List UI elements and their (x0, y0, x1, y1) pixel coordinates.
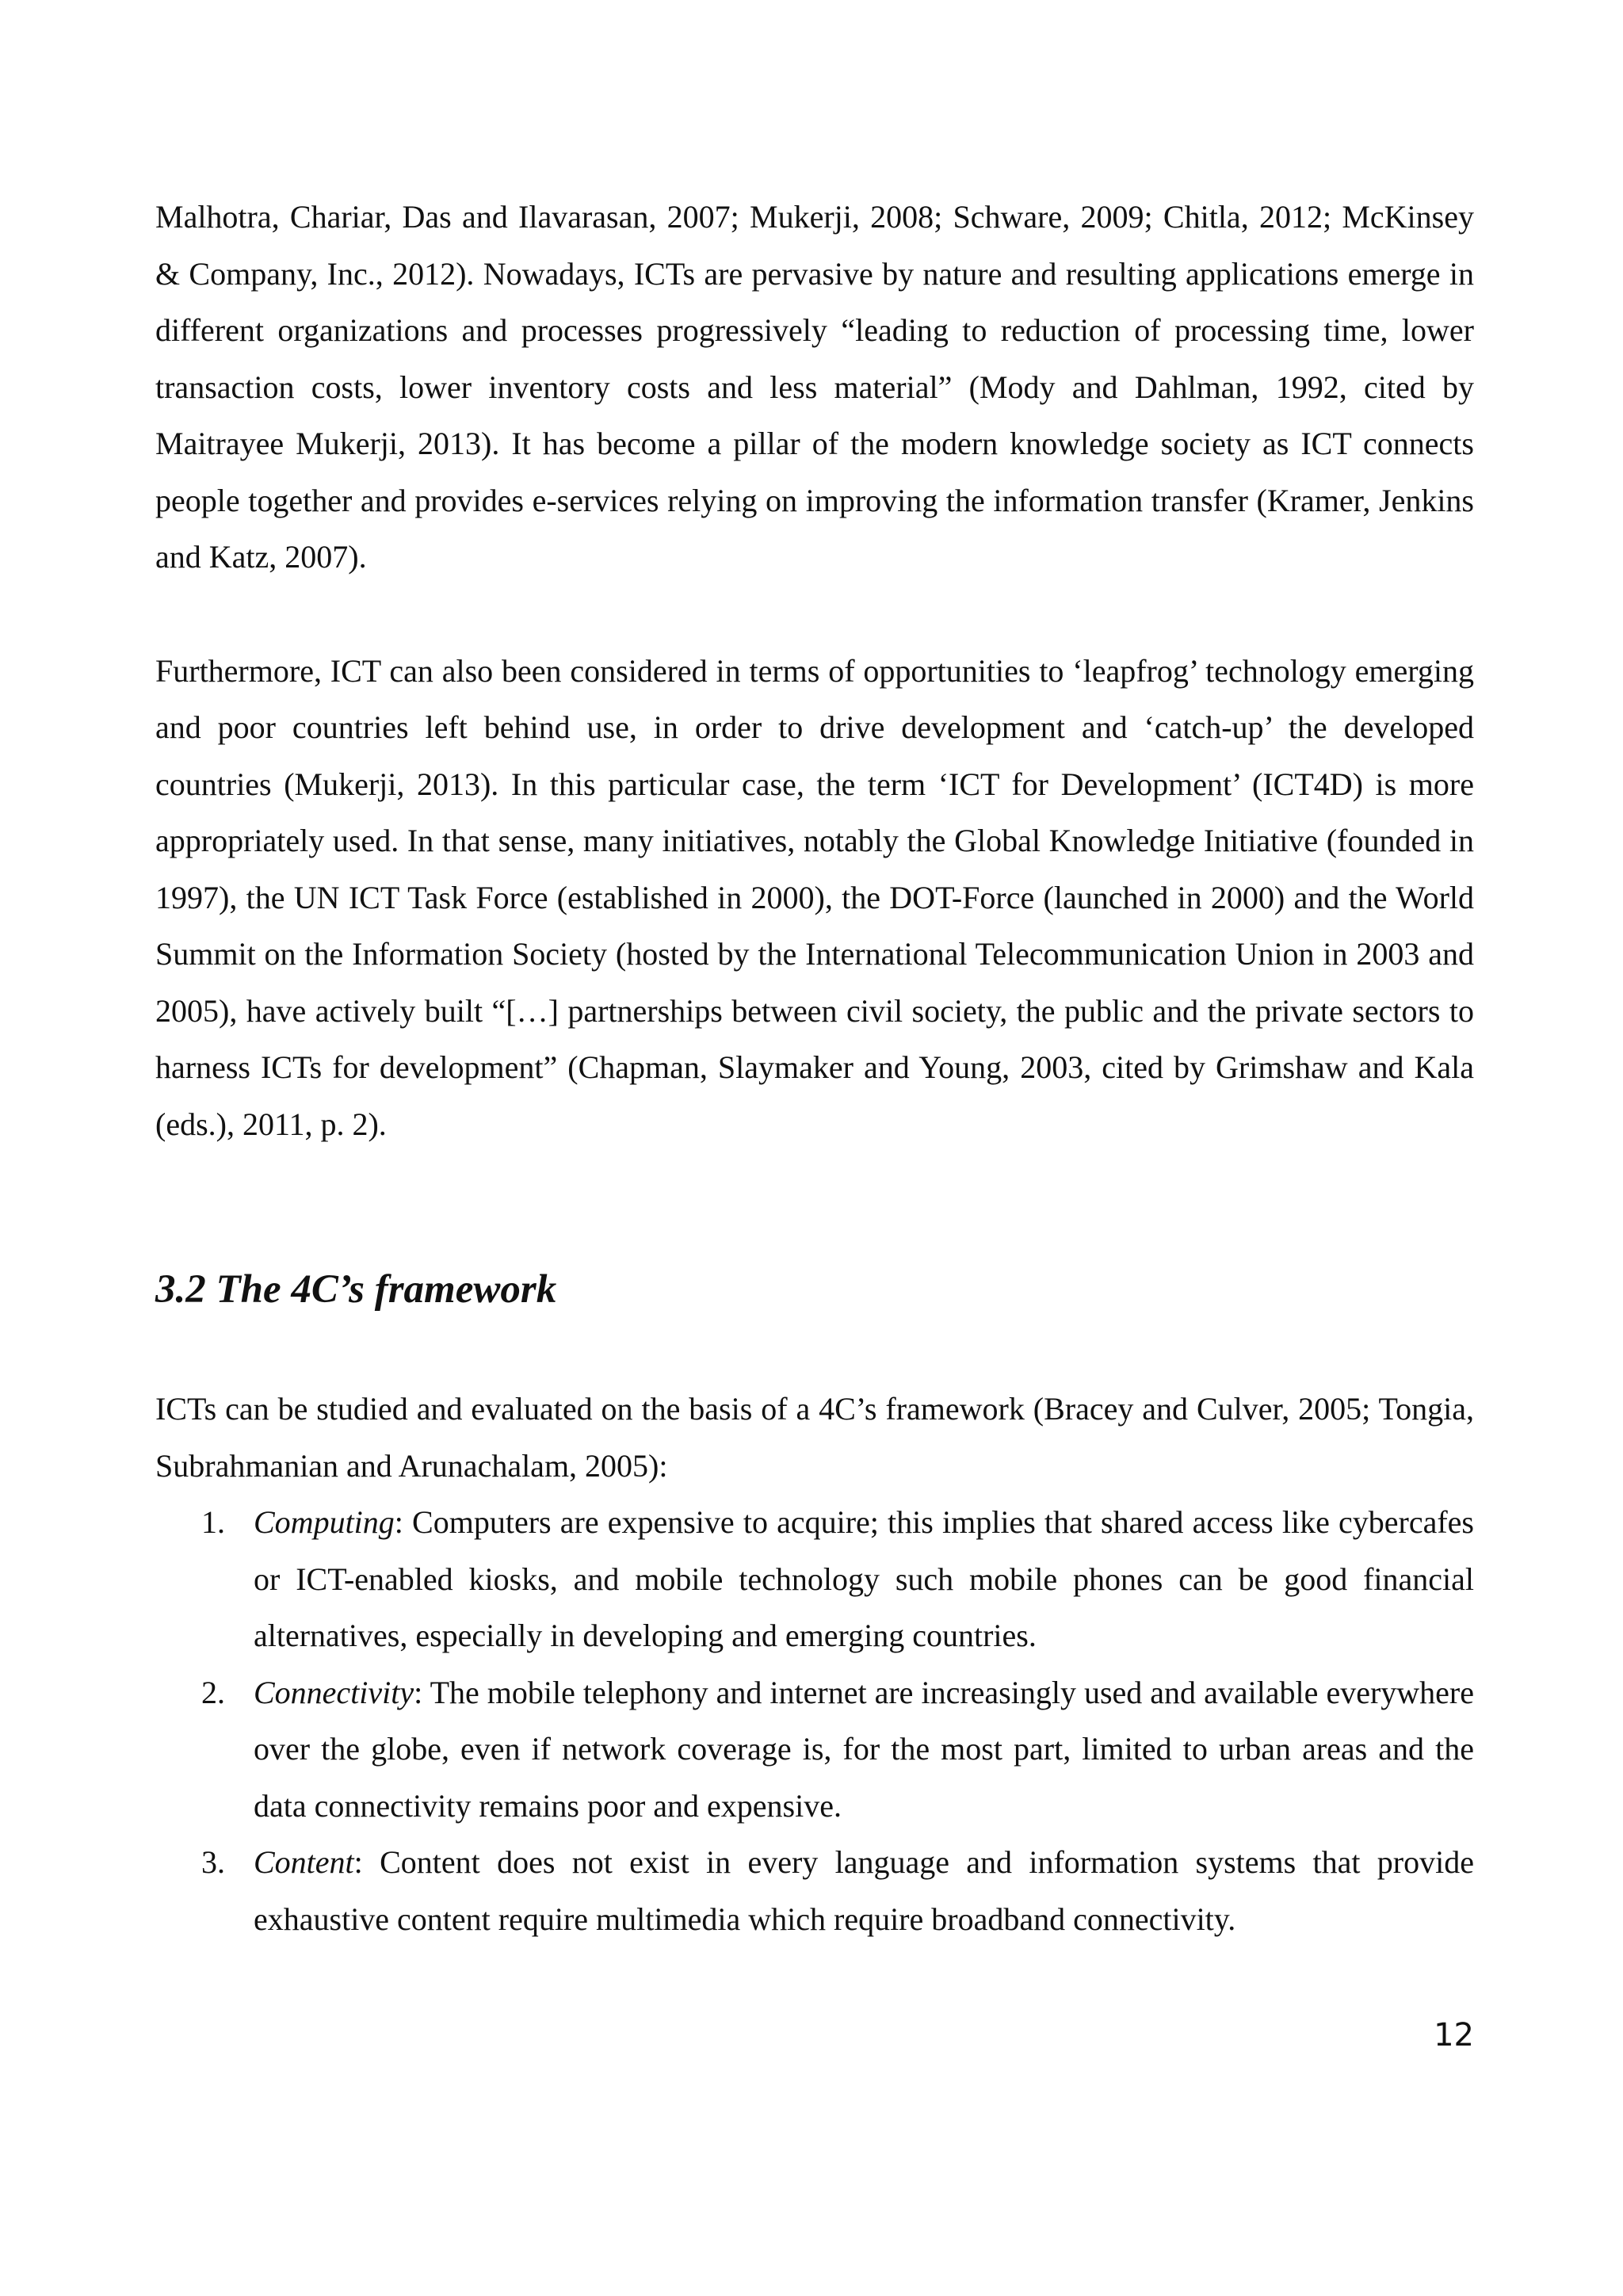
section-heading: 3.2 The 4C’s framework (155, 1267, 557, 1312)
list-item-computing (155, 1494, 1474, 1664)
list-item-content (155, 1834, 1474, 1947)
list-number: 2. (201, 1674, 225, 1710)
page-number: 12 (1434, 2017, 1474, 2053)
framework-list (155, 1494, 1474, 1947)
list-term: Connectivity (254, 1674, 414, 1710)
body-paragraph-3: ICTs can be studied and evaluated on the basis of a 4C’s framework (Bracey and Culver, 2005; Tongia, Subrahmanian and Arunachalam, 2005): (155, 1391, 1474, 1484)
list-term: Content (254, 1844, 354, 1880)
list-number: 3. (201, 1844, 225, 1880)
list-text: : Computers are expensive to acquire; this implies that shared access like cybercafes or ICT-enabled kiosks, and mobile technology such mobile phones can be good financial alternatives, especially in developing and emerging countries. (254, 1504, 1474, 1653)
list-text: : Content does not exist in every language and information systems that provide exhaustive content require multimedia which require broadband connectivity. (254, 1844, 1474, 1937)
document-page (155, 189, 1474, 1947)
body-paragraph-2: Furthermore, ICT can also been considered in terms of opportunities to ‘leapfrog’ technology emerging and poor countries left behind use, in order to drive development and ‘catch-up’ the developed countries (Mukerji, 2013). In this particular case, the term ‘ICT for Development’ (ICT4D) is more appropriately used. In that sense, many initiatives, notably the Global Knowledge Initiative (founded in 1997), the UN ICT Task Force (established in 2000), the DOT-Force (launched in 2000) and the World Summit on the Information Society (hosted by the International Telecommunication Union in 2003 and 2005), have actively built “[…] partnerships between civil society, the public and the private sectors to harness ICTs for development” (Chapman, Slaymaker and Young, 2003, cited by Grimshaw and Kala (eds.), 2011, p. 2). (155, 652, 1474, 1142)
list-item-connectivity (155, 1664, 1474, 1835)
list-number: 1. (201, 1504, 225, 1540)
list-term: Computing (254, 1504, 395, 1540)
body-paragraph-1: Malhotra, Chariar, Das and Ilavarasan, 2007; Mukerji, 2008; Schware, 2009; Chitla, 2012; McKinsey & Company, Inc., 2012). Nowadays, ICTs are pervasive by nature and resulting applications emerge in different organizations and processes progressively “leading to reduction of processing time, lower transaction costs, lower inventory costs and less material” (Mody and Dahlman, 1992, cited by Maitrayee Mukerji, 2013). It has become a pillar of the modern knowledge society as ICT connects people together and provides e-services relying on improving the information transfer (Kramer, Jenkins and Katz, 2007). (155, 199, 1474, 575)
list-text: : The mobile telephony and internet are increasingly used and available everywhere over the globe, even if network coverage is, for the most part, limited to urban areas and the data connectivity remains poor and expensive. (254, 1674, 1474, 1824)
